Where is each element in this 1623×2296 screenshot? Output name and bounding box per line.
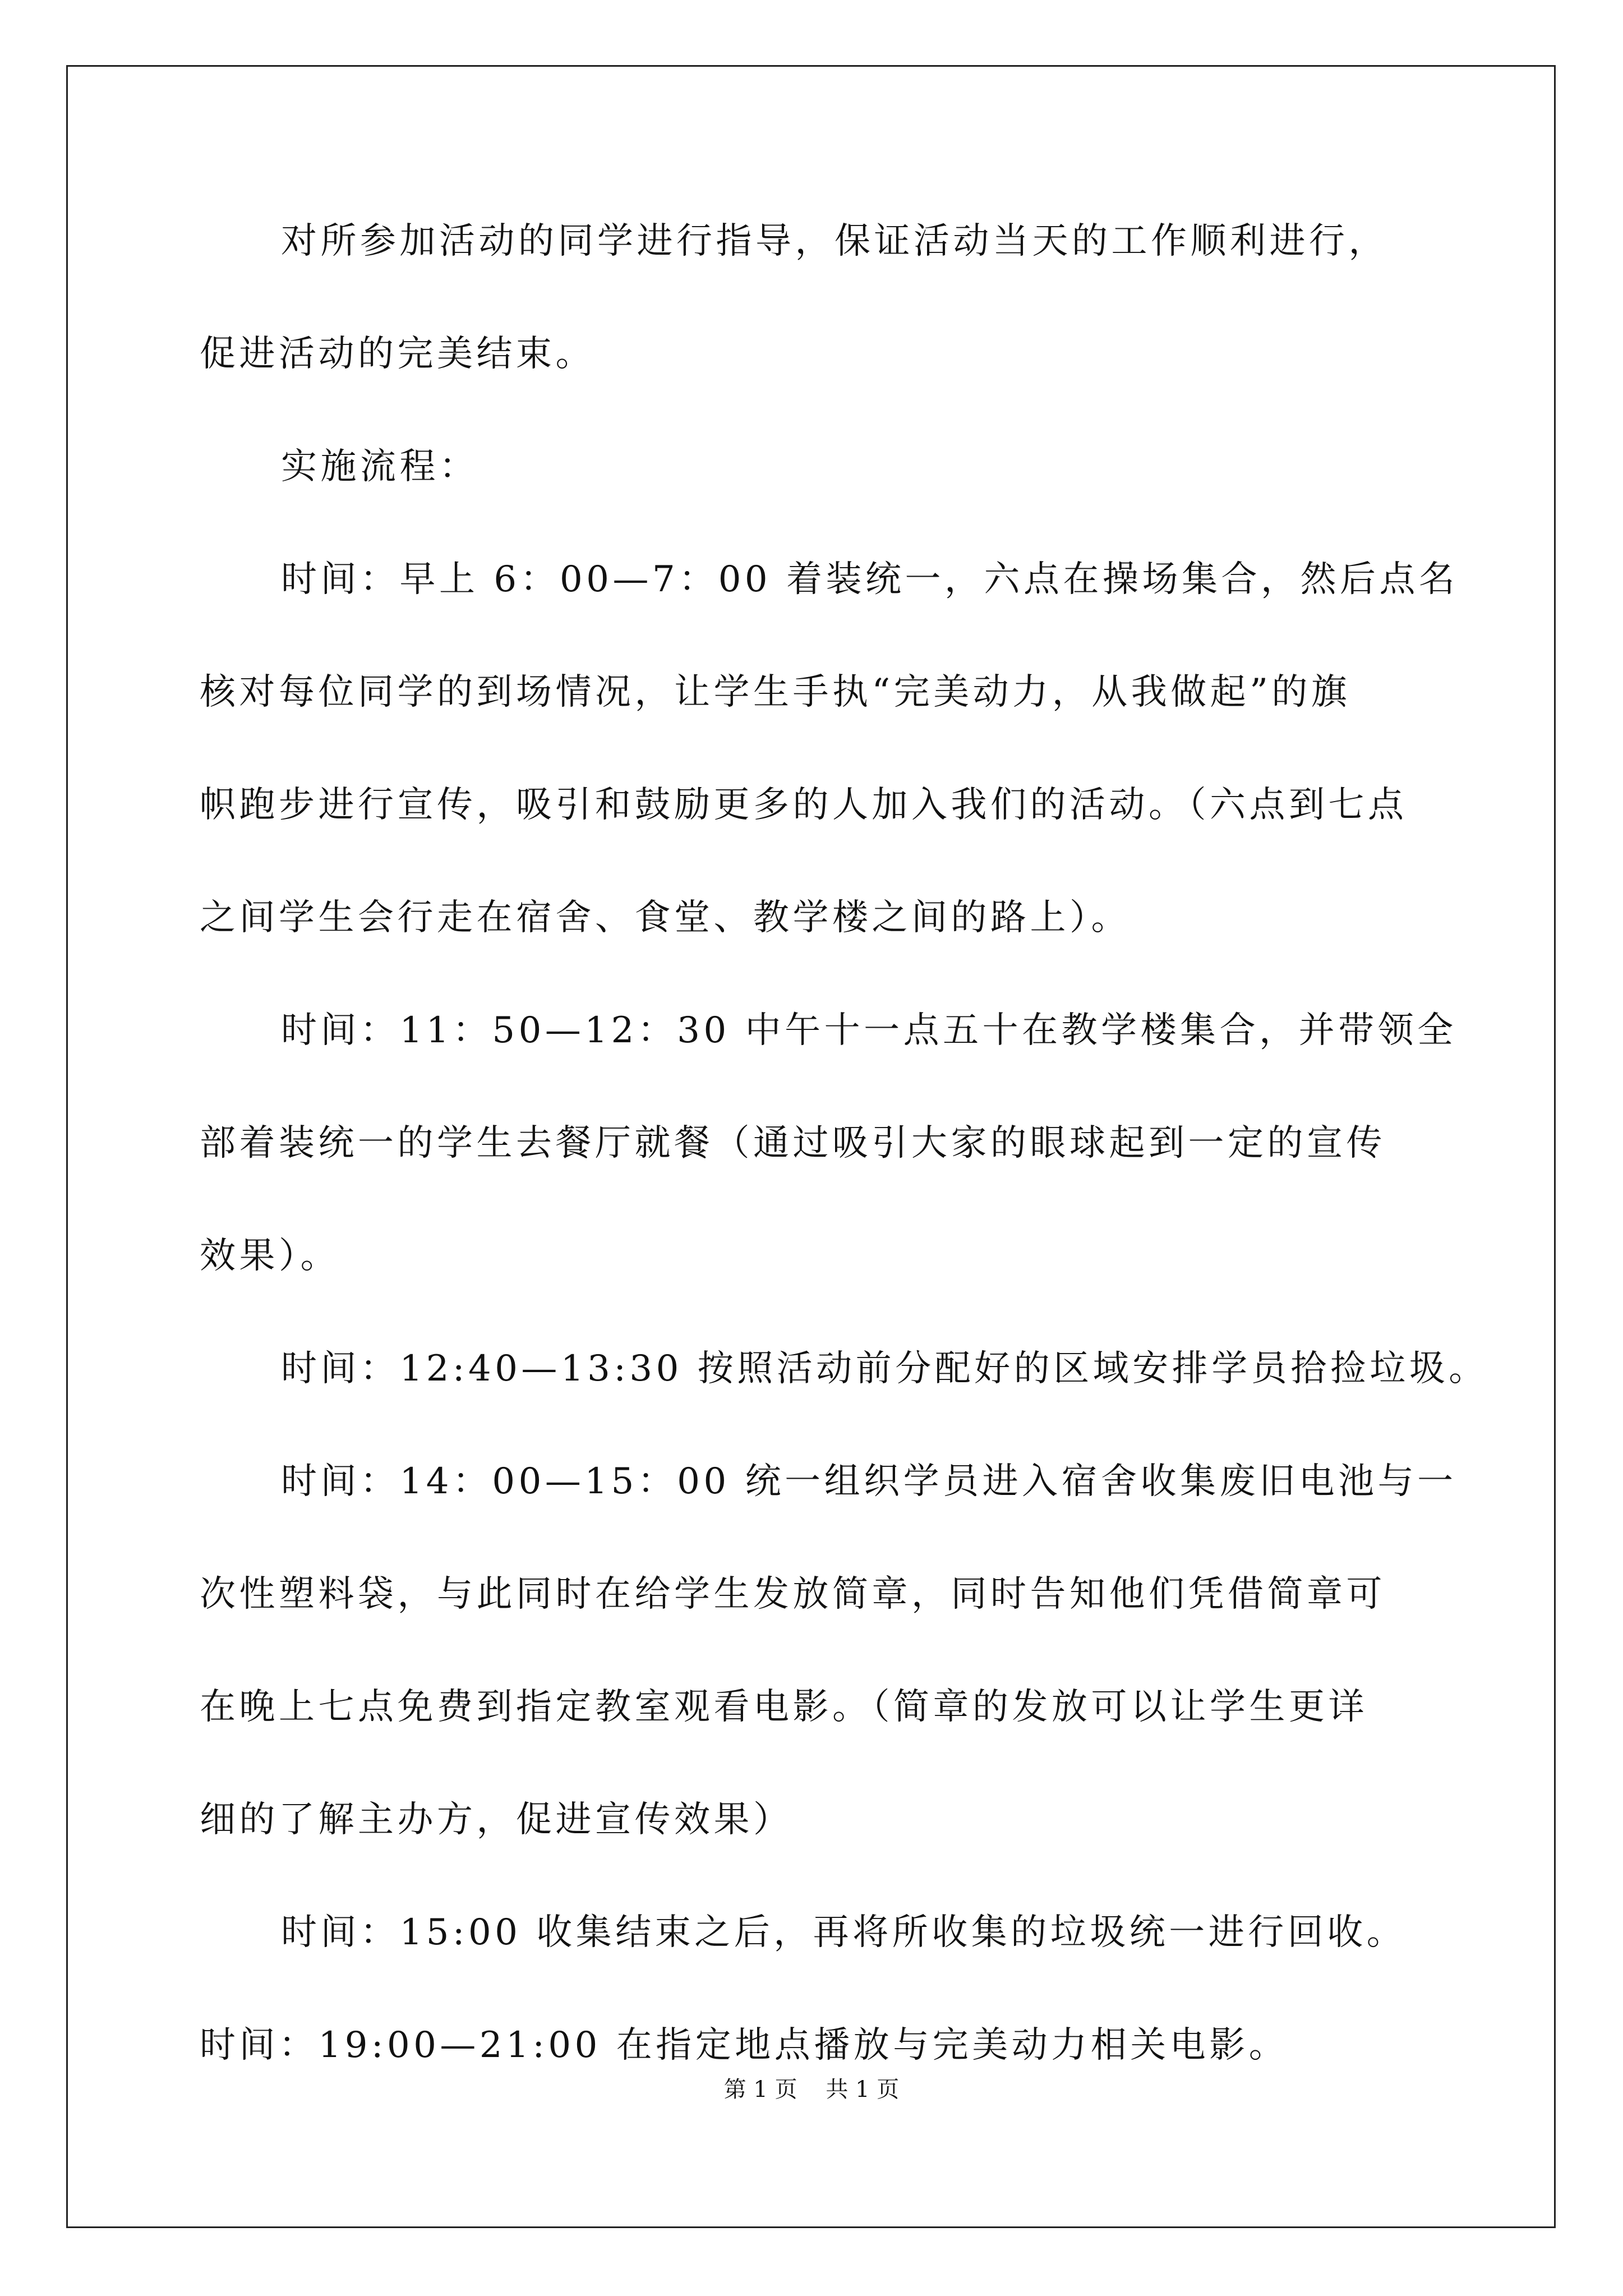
paragraph-line: 时间：早上 6：00—7：00 着装统一，六点在操场集合，然后点名 [281,559,1459,600]
paragraph-line: 效果）。 [200,1235,340,1277]
paragraph-line: 时间：14：00—15：00 统一组织学员进入宿舍收集废旧电池与一 [281,1461,1457,1502]
page-number-footer: 第 1 页 共 1 页 [723,2077,900,2102]
paragraph-line: 部着装统一的学生去餐厅就餐（通过吸引大家的眼球起到一定的宣传 [200,1122,1386,1164]
paragraph-line: 细的了解主办方，促进宣传效果） [200,1799,793,1841]
paragraph-line: 核对每位同学的到场情况，让学生手执“完美动力，从我做起”的旗 [200,671,1351,713]
paragraph-line: 在晚上七点免费到指定教室观看电影。（简章的发放可以让学生更详 [200,1686,1368,1728]
paragraph-line: 之间学生会行走在宿舍、食堂、教学楼之间的路上）。 [200,897,1131,938]
paragraph-line: 时间：12:40—13:30 按照活动前分配好的区域安排学员拾捡垃圾。 [281,1348,1488,1389]
paragraph-line: 对所参加活动的同学进行指导，保证活动当天的工作顺利进行， [281,220,1388,262]
paragraph-line: 时间：19:00—21:00 在指定地点播放与完美动力相关电影。 [200,2024,1289,2066]
paragraph-line: 促进活动的完美结束。 [200,333,595,375]
paragraph-line: 时间：11：50—12：30 中午十一点五十在教学楼集合，并带领全 [281,1010,1457,1051]
paragraph-line: 时间：15:00 收集结束之后，再将所收集的垃圾统一进行回收。 [281,1912,1407,1953]
paragraph-line: 帜跑步进行宣传，吸引和鼓励更多的人加入我们的活动。（六点到七点 [200,784,1408,826]
paragraph-line: 次性塑料袋，与此同时在给学生发放简章，同时告知他们凭借简章可 [200,1573,1386,1615]
section-heading: 实施流程： [281,446,479,487]
